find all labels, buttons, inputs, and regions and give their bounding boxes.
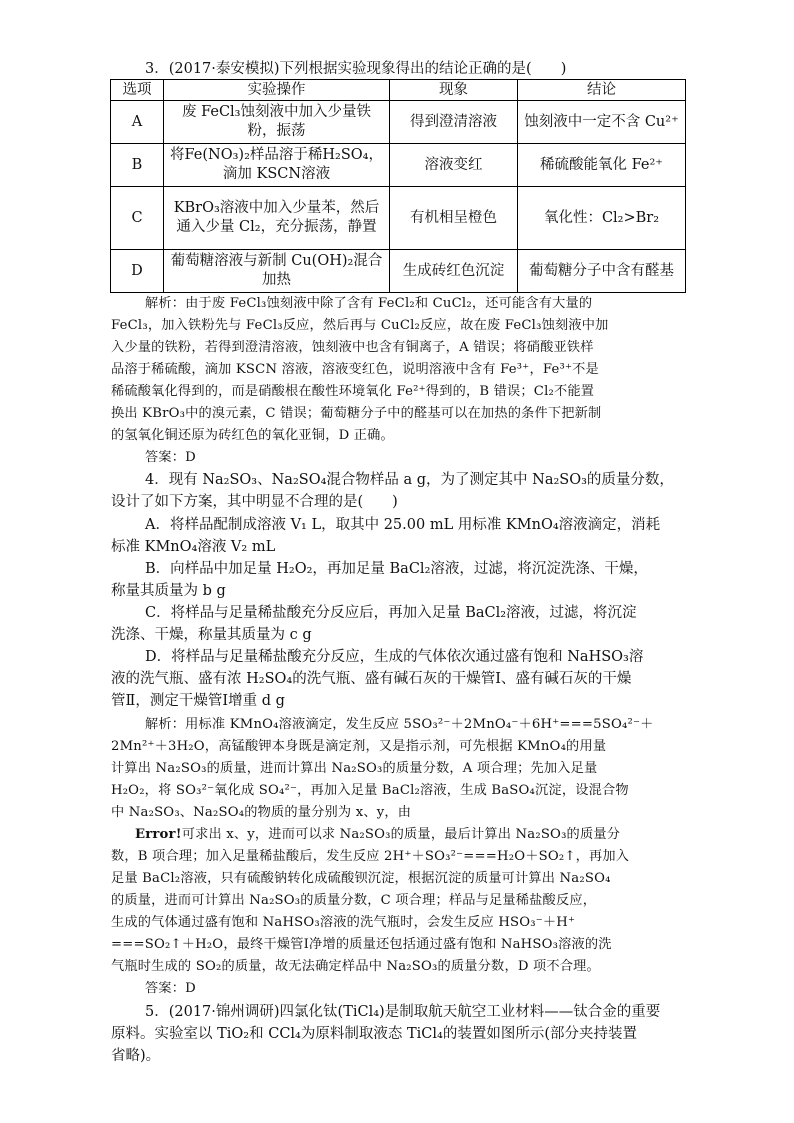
q4-analysis-line: 气瓶时生成的 SO₂的质量，故无法确定样品中 Na₂SO₃的质量分数，D 项不合理。 [111, 959, 600, 974]
conclusion-cell: 葡萄糖分子中含有醛基 [518, 250, 686, 293]
conclusion-cell: 蚀刻液中一定不含 Cu²⁺ [518, 101, 686, 144]
phenomenon-cell: 得到澄清溶液 [390, 101, 518, 144]
q3-table [110, 79, 686, 293]
q4-analysis-line: 足量 BaCl₂溶液，只有硫酸钠转化成硫酸钡沉淀，根据沉淀的质量可计算出 Na₂SO₄ [111, 871, 611, 886]
option-cell: B [111, 144, 164, 187]
q3-answer: 答案：D [145, 450, 196, 465]
q4-analysis-line: 中 Na₂SO₃、Na₂SO₄的物质的量分别为 x、y，由 [111, 805, 412, 820]
q4-analysis-line: 生成的气体通过盛有饱和 NaHSO₃溶液的洗气瓶时，会发生反应 HSO₃⁻＋H⁺ [111, 915, 576, 930]
q3-table-header [111, 80, 686, 101]
conclusion-cell: 氧化性：Cl₂>Br₂ [518, 187, 686, 250]
q4-analysis-line: 数，B 项合理；加入足量稀盐酸后，发生反应 2H⁺＋SO₃²⁻===H₂O＋SO₂↑，再加入 [111, 849, 630, 864]
header-phenomenon: 现象 [390, 80, 518, 101]
table-row [111, 144, 686, 187]
q4-option-line: D．将样品与足量稀盐酸充分反应，生成的气体依次通过盛有饱和 NaHSO₃溶 [145, 649, 644, 665]
phenomenon-cell: 溶液变红 [390, 144, 518, 187]
operation-cell: 将Fe(NO₃)₂样品溶于稀H₂SO₄，滴加 KSCN溶液 [164, 144, 390, 187]
table-row [111, 250, 686, 293]
q4-stem-line: 4．现有 Na₂SO₃、Na₂SO₄混合物样品 a g，为了测定其中 Na₂SO₃的质量分数， [145, 472, 674, 488]
option-cell: D [111, 250, 164, 293]
q4-option-line: 称量其质量为 b g [111, 583, 226, 599]
q3-analysis-line: 换出 KBrO₃中的溴元素，C 错误；葡萄糖分子中的醛基可以在加热的条件下把新制 [111, 406, 602, 421]
q4-analysis-line [135, 825, 620, 845]
table-row [111, 101, 686, 144]
q4-option-line: 洗涤、干燥，称量其质量为 c g [111, 627, 312, 643]
q4-option-line: 管Ⅱ，测定干燥管Ⅰ增重 d g [111, 693, 285, 709]
analysis-text: 可求出 x、y，进而可以求 Na₂SO₃的质量，最后计算出 Na₂SO₃的质量分 [181, 827, 621, 842]
option-cell: C [111, 187, 164, 250]
operation-cell: 废 FeCl₃蚀刻液中加入少量铁粉，振荡 [164, 101, 390, 144]
q5-stem-line: 原料。实验室以 TiO₂和 CCl₄为原料制取液态 TiCl₄的装置如图所示(部分夹持装置 [111, 1026, 637, 1042]
q4-analysis-line: 解析：用标准 KMnO₄溶液滴定，发生反应 5SO₃²⁻＋2MnO₄⁻＋6H⁺===5SO₄²⁻＋ [145, 717, 654, 732]
q3-analysis-line: 解析：由于废 FeCl₃蚀刻液中除了含有 FeCl₂和 CuCl₂，还可能含有大量的 [145, 296, 593, 311]
phenomenon-cell: 有机相呈橙色 [390, 187, 518, 250]
q3-analysis-line: 的氢氧化铜还原为砖红色的氧化亚铜，D 正确。 [111, 428, 394, 443]
q3-analysis-line: 入少量的铁粉，若得到澄清溶液，蚀刻液中也含有铜离子，A 错误；将硝酸亚铁样 [111, 340, 594, 355]
phenomenon-cell: 生成砖红色沉淀 [390, 250, 518, 293]
q5-stem-line: 5．(2017·锦州调研)四氯化钛(TiCl₄)是制取航天航空工业材料——钛合金的重要 [145, 1004, 661, 1020]
q4-analysis-line: 的质量，进而可计算出 Na₂SO₃的质量分数，C 项合理；样品与足量稀盐酸反应， [111, 893, 597, 908]
q4-option-line: A．将样品配制成溶液 V₁ L，取其中 25.00 mL 用标准 KMnO₄溶液滴定，消耗 [145, 517, 661, 533]
header-option: 选项 [111, 80, 164, 101]
q3-analysis-line: 稀硫酸氧化得到的，而是硝酸根在酸性环境氧化 Fe²⁺得到的，B 错误；Cl₂不能置 [111, 384, 595, 399]
q4-analysis-line: 2Mn²⁺＋3H₂O，高锰酸钾本身既是滴定剂，又是指示剂，可先根据 KMnO₄的用量 [111, 739, 607, 754]
q4-option-line: B．向样品中加足量 H₂O₂，再加足量 BaCl₂溶液，过滤，将沉淀洗涤、干燥， [145, 561, 648, 577]
header-operation: 实验操作 [164, 80, 390, 101]
operation-cell: KBrO₃溶液中加入少量苯，然后通入少量 Cl₂，充分振荡，静置 [164, 187, 390, 250]
q4-stem-line: 设计了如下方案，其中明显不合理的是( ) [111, 494, 398, 510]
q4-analysis-line: H₂O₂，将 SO₃²⁻氧化成 SO₄²⁻，再加入足量 BaCl₂溶液，生成 BaSO₄沉淀，设混合物 [111, 783, 629, 798]
q3-analysis-line: 品溶于稀硫酸，滴加 KSCN 溶液，溶液变红色，说明溶液中含有 Fe³⁺，Fe³⁺不是 [111, 362, 599, 377]
q4-option-line: C．将样品与足量稀盐酸充分反应后，再加入足量 BaCl₂溶液，过滤，将沉淀 [145, 605, 637, 621]
operation-cell: 葡萄糖溶液与新制 Cu(OH)₂混合加热 [164, 250, 390, 293]
error-label: Error! [135, 827, 182, 842]
q3-stem: 3．(2017·泰安模拟)下列根据实验现象得出的结论正确的是( ) [145, 61, 567, 77]
q4-option-line: 标准 KMnO₄溶液 V₂ mL [111, 539, 276, 555]
conclusion-cell: 稀硫酸能氧化 Fe²⁺ [518, 144, 686, 187]
q4-analysis-line: ===SO₂↑＋H₂O，最终干燥管Ⅰ净增的质量还包括通过盛有饱和 NaHSO₃溶液的洗 [111, 937, 612, 952]
option-cell: A [111, 101, 164, 144]
q4-analysis-line: 计算出 Na₂SO₃的质量，进而计算出 Na₂SO₃的质量分数，A 项合理；先加入足量 [111, 761, 598, 776]
header-conclusion: 结论 [518, 80, 686, 101]
q5-stem-line: 省略)。 [111, 1048, 161, 1064]
table-row [111, 187, 686, 250]
q3-analysis-line: FeCl₃，加入铁粉先与 FeCl₃反应，然后再与 CuCl₂反应，故在废 FeCl₃蚀刻液中加 [111, 318, 609, 333]
q4-option-line: 液的洗气瓶、盛有浓 H₂SO₄的洗气瓶、盛有碱石灰的干燥管Ⅰ、盛有碱石灰的干燥 [111, 671, 632, 687]
q4-answer: 答案：D [145, 981, 196, 996]
